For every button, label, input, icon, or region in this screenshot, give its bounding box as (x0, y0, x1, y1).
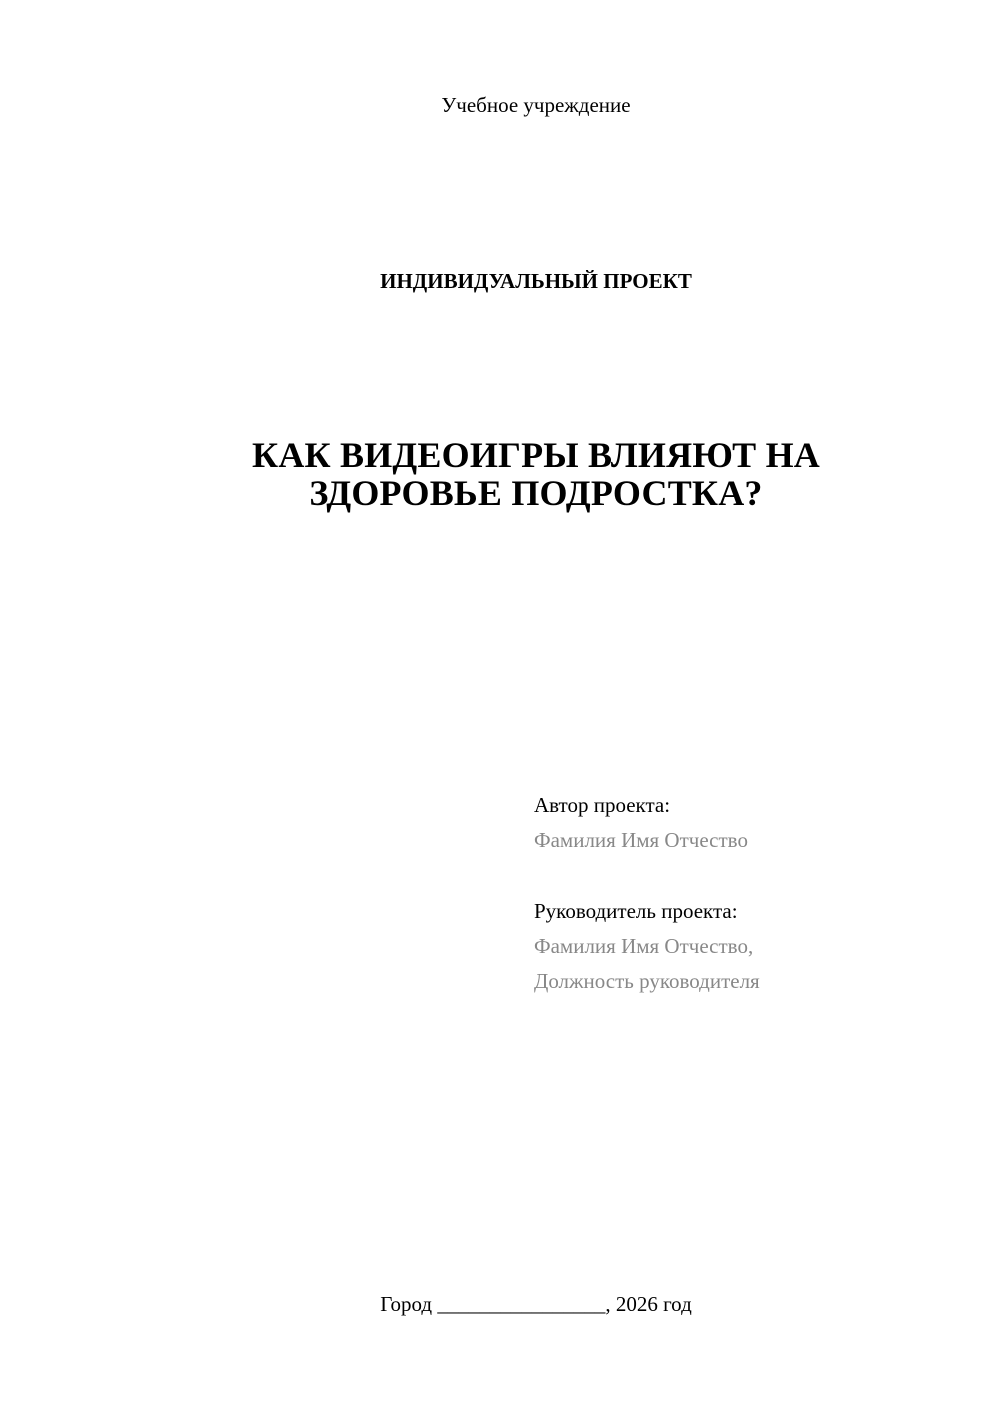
author-name: Фамилия Имя Отчество (534, 828, 748, 852)
institution-name: Учебное учреждение (441, 93, 631, 117)
city-year-line: Город ________________, 2026 год (380, 1292, 692, 1316)
document-type: ИНДИВИДУАЛЬНЫЙ ПРОЕКТ (380, 269, 692, 293)
project-title-line-2: ЗДОРОВЬЕ ПОДРОСТКА? (309, 473, 763, 513)
supervisor-position: Должность руководителя (534, 969, 760, 993)
project-title-line-1: КАК ВИДЕОИГРЫ ВЛИЯЮТ НА (252, 435, 820, 475)
credits-spacer (534, 858, 974, 894)
supervisor-name: Фамилия Имя Отчество, (534, 934, 754, 958)
project-title (0, 436, 1000, 512)
supervisor-label: Руководитель проекта: (534, 899, 738, 923)
author-label: Автор проекта: (534, 793, 671, 817)
credits-block (534, 788, 974, 999)
